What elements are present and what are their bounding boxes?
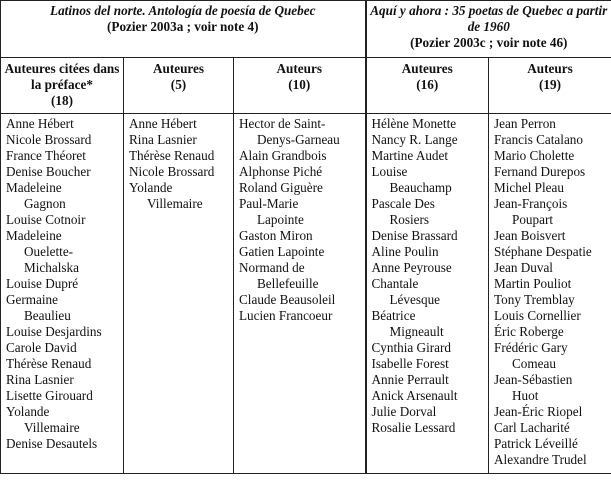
author-name	[372, 228, 487, 244]
author-name-line: Fernand Durepos	[494, 164, 586, 179]
author-name-continuation: Comeau	[512, 356, 556, 371]
column-header: Auteurs (10)	[234, 58, 366, 114]
author-name	[494, 260, 609, 276]
author-name-continuation: Lapointe	[257, 212, 304, 227]
source-title: Aquí y ahora : 35 poetas de Quebec a partir de 1960	[370, 3, 608, 34]
column-header-row	[1, 58, 611, 114]
author-name-line: Claude Beausoleil	[239, 292, 336, 307]
names-cell	[366, 114, 489, 474]
author-name	[494, 228, 609, 244]
author-name-continuation: Rosiers	[389, 212, 430, 227]
author-name	[494, 420, 609, 436]
author-name	[6, 132, 121, 148]
author-name-line: Jean-Sébastien	[494, 372, 573, 387]
author-name	[239, 148, 363, 164]
author-name-line: Jean Boisvert	[494, 228, 566, 243]
author-name-line: Stéphane Despatie	[494, 244, 592, 259]
author-name-line: Anick Arsenault	[371, 388, 458, 403]
author-name-line: Annie Perrault	[371, 372, 449, 387]
author-name-line: Carl Lacharité	[494, 420, 570, 435]
author-name	[6, 292, 121, 324]
author-name-continuation: Migneault	[389, 324, 444, 339]
names-cell	[489, 114, 611, 474]
author-name-line: Rosalie Lessard	[371, 420, 456, 435]
author-name-line: Aline Poulin	[371, 244, 439, 259]
author-name-line: Louise Desjardins	[6, 324, 102, 339]
author-name	[372, 132, 487, 148]
author-name-line: Germaine	[6, 292, 58, 307]
author-name-line: Louis Cornellier	[494, 308, 581, 323]
author-name-line: Cynthia Girard	[371, 340, 451, 355]
author-name	[6, 116, 121, 132]
author-name-line: Anne Hébert	[129, 116, 197, 131]
author-name	[239, 116, 363, 148]
author-name-continuation: Lévesque	[389, 292, 441, 307]
author-name	[239, 196, 363, 228]
source-latinos-del-norte	[1, 1, 366, 58]
author-name	[372, 164, 487, 196]
author-name	[6, 388, 121, 404]
author-name-continuation: Beauchamp	[389, 180, 452, 195]
author-name-continuation: Beaulieu	[24, 308, 71, 323]
author-name-line: Denise Brassard	[371, 228, 458, 243]
author-name	[494, 292, 609, 308]
author-name	[239, 228, 363, 244]
author-name-line: Yolande	[6, 404, 50, 419]
author-name-line: Lucien Francoeur	[239, 308, 333, 323]
author-name	[6, 148, 121, 164]
author-name	[372, 244, 487, 260]
author-name-line: Patrick Léveillé	[494, 436, 578, 451]
author-name-line: Nicole Brossard	[129, 164, 215, 179]
author-name	[6, 356, 121, 372]
author-name-line: Martin Pouliot	[494, 276, 572, 291]
author-name	[372, 196, 487, 228]
author-name	[372, 420, 487, 436]
author-name-line: Tony Tremblay	[494, 292, 575, 307]
author-name-line: Mario Cholette	[494, 148, 575, 163]
author-name	[239, 244, 363, 260]
author-name-line: Madeleine	[6, 180, 62, 195]
author-name	[372, 276, 487, 308]
source-title: Latinos del norte. Antología de poesía de Quebec	[50, 3, 316, 18]
author-name-line: Hector de Saint-	[239, 116, 326, 131]
author-name-line: Yolande	[129, 180, 173, 195]
author-name-continuation: Denys-Garneau	[257, 132, 340, 147]
author-name-line: Nancy R. Lange	[371, 132, 458, 147]
author-name-line: Alphonse Piché	[239, 164, 323, 179]
author-name-line: Jean Duval	[494, 260, 553, 275]
author-name-line: Louise Cotnoir	[6, 212, 86, 227]
author-name-line: Nicole Brossard	[6, 132, 92, 147]
names-list	[1, 116, 123, 452]
names-cell	[124, 114, 234, 474]
author-name	[494, 116, 609, 132]
author-name	[494, 276, 609, 292]
author-name-line: Béatrice	[371, 308, 416, 323]
names-list	[367, 116, 489, 436]
author-name	[372, 116, 487, 132]
author-name	[129, 164, 231, 180]
author-name	[6, 372, 121, 388]
author-name	[494, 196, 609, 228]
author-name-line: Lisette Girouard	[6, 388, 93, 403]
author-name-line: Paul-Marie	[239, 196, 299, 211]
author-name	[6, 340, 121, 356]
author-name	[494, 372, 609, 404]
author-name	[494, 308, 609, 324]
author-name-continuation: Huot	[512, 388, 539, 403]
author-name	[129, 132, 231, 148]
author-name-line: Anne Hébert	[6, 116, 74, 131]
column-header: Auteures citées dans la préface* (18)	[1, 58, 124, 114]
author-name-line: Gatien Lapointe	[239, 244, 325, 259]
author-name-line: Denise Boucher	[6, 164, 91, 179]
author-name	[372, 148, 487, 164]
author-name	[372, 308, 487, 340]
author-name-line: Rina Lasnier	[6, 372, 74, 387]
author-name-line: Alexandre Trudel	[494, 452, 587, 467]
names-list	[124, 116, 233, 212]
author-name	[494, 452, 609, 468]
source-header-row	[1, 1, 611, 58]
author-name-line: Pascale Des	[371, 196, 435, 211]
names-list	[489, 116, 611, 468]
author-name-line: Martine Audet	[371, 148, 449, 163]
author-name	[494, 244, 609, 260]
author-name-line: Jean-Éric Riopel	[494, 404, 583, 419]
author-name-line: Thérèse Renaud	[129, 148, 215, 163]
author-name	[494, 436, 609, 452]
author-name	[239, 164, 363, 180]
column-header: Auteures (5)	[124, 58, 234, 114]
author-name-line: Denise Desautels	[6, 436, 98, 451]
column-header: Auteurs (19)	[489, 58, 611, 114]
author-name-continuation: Ouelette-	[24, 244, 74, 259]
author-name	[6, 228, 121, 276]
author-name-line: Michel Pleau	[494, 180, 564, 195]
author-name	[239, 292, 363, 308]
author-name	[494, 164, 609, 180]
author-name	[494, 340, 609, 372]
author-name	[372, 372, 487, 388]
author-name	[6, 404, 121, 436]
author-name-line: Jean-François	[494, 196, 568, 211]
author-name	[372, 404, 487, 420]
author-name-continuation: Bellefeuille	[257, 276, 319, 291]
author-name	[494, 148, 609, 164]
author-name	[129, 116, 231, 132]
source-reference: (Pozier 2003a ; voir note 4)	[107, 19, 259, 34]
author-name-line: Isabelle Forest	[371, 356, 449, 371]
author-name	[6, 436, 121, 452]
author-name	[494, 324, 609, 340]
author-name-line: Frédéric Gary	[494, 340, 568, 355]
author-name-continuation: Villemaire	[147, 196, 203, 211]
author-name-line: Louise	[371, 164, 408, 179]
author-name-line: Éric Roberge	[494, 324, 564, 339]
author-name-line: Thérèse Renaud	[6, 356, 92, 371]
author-name-continuation: Villemaire	[24, 420, 80, 435]
author-name-line: Francis Catalano	[494, 132, 583, 147]
author-name	[372, 260, 487, 276]
source-aqui-y-ahora	[366, 1, 611, 58]
source-reference: (Pozier 2003c ; voir note 46)	[410, 35, 568, 50]
names-cell	[1, 114, 124, 474]
author-name	[6, 164, 121, 180]
author-name-line: Carole David	[6, 340, 77, 355]
author-name-line: Louise Dupré	[6, 276, 79, 291]
author-name-line: Roland Giguère	[239, 180, 323, 195]
author-name-continuation: Michalska	[24, 260, 79, 275]
author-name	[129, 180, 231, 212]
author-name-line: Alain Grandbois	[239, 148, 327, 163]
author-name-line: Rina Lasnier	[129, 132, 197, 147]
author-name	[6, 324, 121, 340]
author-name	[494, 404, 609, 420]
author-name	[372, 356, 487, 372]
author-name	[239, 180, 363, 196]
author-name-line: Chantale	[371, 276, 419, 291]
author-name-line: France Théoret	[6, 148, 86, 163]
author-name-line: Jean Perron	[494, 116, 556, 131]
author-name	[372, 340, 487, 356]
author-name	[6, 276, 121, 292]
author-name-line: Julie Dorval	[371, 404, 437, 419]
author-name	[494, 180, 609, 196]
author-name	[129, 148, 231, 164]
author-name	[239, 260, 363, 292]
author-name-line: Normand de	[239, 260, 305, 275]
author-name	[372, 388, 487, 404]
column-header: Auteures (16)	[366, 58, 489, 114]
author-name-continuation: Poupart	[512, 212, 554, 227]
names-row	[1, 114, 611, 474]
names-cell	[234, 114, 366, 474]
author-name	[6, 212, 121, 228]
author-name-line: Hélène Monette	[371, 116, 457, 131]
author-name-line: Madeleine	[6, 228, 62, 243]
author-name	[6, 180, 121, 212]
author-name-continuation: Gagnon	[24, 196, 66, 211]
names-list	[234, 116, 365, 324]
author-name	[239, 308, 363, 324]
author-name-line: Anne Peyrouse	[371, 260, 452, 275]
author-name	[494, 132, 609, 148]
author-name-line: Gaston Miron	[239, 228, 313, 243]
